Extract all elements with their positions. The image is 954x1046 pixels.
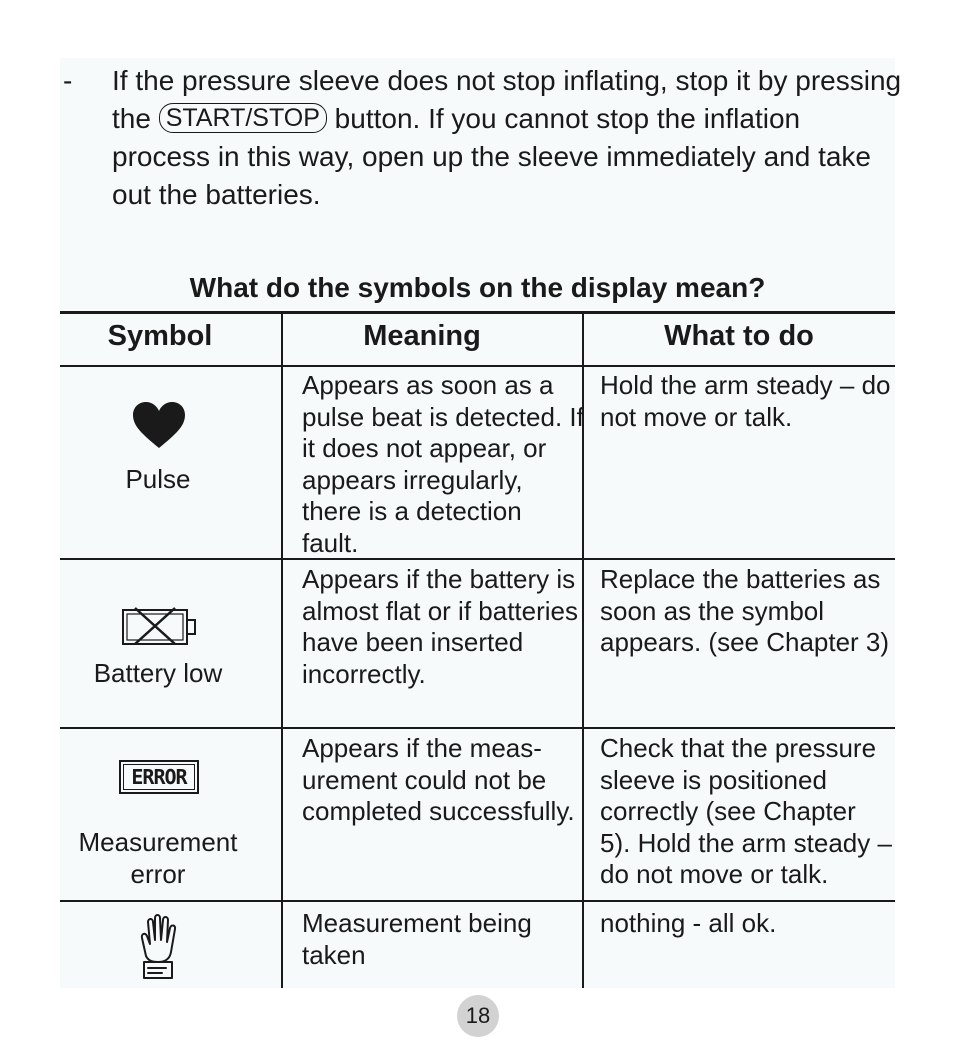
- intro-text: [112, 62, 902, 214]
- symbol-label: Battery low: [93, 658, 223, 688]
- start-stop-key: START/STOP: [159, 103, 327, 133]
- meaning-cell: Appears if the meas-urement could not be completed successfully.: [302, 733, 575, 826]
- header-meaning: Meaning: [363, 320, 481, 352]
- header-symbol: Symbol: [107, 320, 213, 352]
- error-icon: [119, 760, 199, 794]
- header-divider: [60, 365, 895, 367]
- heart-icon: [132, 402, 186, 455]
- hand-icon: [136, 912, 180, 987]
- error-icon-text: ERROR: [123, 764, 195, 790]
- action-cell: nothing - all ok.: [600, 908, 777, 938]
- row-divider: [60, 727, 895, 729]
- meaning-cell: Measurement being taken: [302, 908, 532, 970]
- meaning-cell: Appears if the battery is almost flat or if batteries have been inserted incorrectly.: [302, 564, 578, 689]
- header-action: What to do: [664, 320, 814, 352]
- action-cell: Replace the batteries as soon as the symbol appears. (see Chapter 3): [600, 564, 890, 657]
- table-top-rule: [60, 311, 895, 314]
- battery-crossed-icon: [121, 606, 199, 651]
- column-divider: [281, 313, 283, 988]
- symbol-label: Pulse: [125, 464, 191, 494]
- action-cell: Check that the pressure sleeve is positioned correctly (see Chapter 5). Hold the arm steady – do not move or talk.: [600, 733, 892, 889]
- intro-text-before: If the pressure sleeve does not stop inflating, stop it by pressing the: [112, 65, 902, 134]
- list-dash: -: [63, 65, 73, 96]
- row-divider: [60, 900, 895, 902]
- meaning-cell: Appears as soon as a pulse beat is detected. If it does not appear, or appears irregularly, there is a detection fault.: [302, 370, 584, 558]
- section-title: What do the symbols on the display mean?: [189, 272, 766, 303]
- intro-text-after: button. If you cannot stop the inflation process in this way, open up the sleeve immediately and take out the batteries.: [112, 103, 872, 210]
- symbol-label: Measurement error: [78, 827, 238, 889]
- page-number: 18: [457, 995, 499, 1037]
- action-cell: Hold the arm steady – do not move or talk.: [600, 370, 891, 432]
